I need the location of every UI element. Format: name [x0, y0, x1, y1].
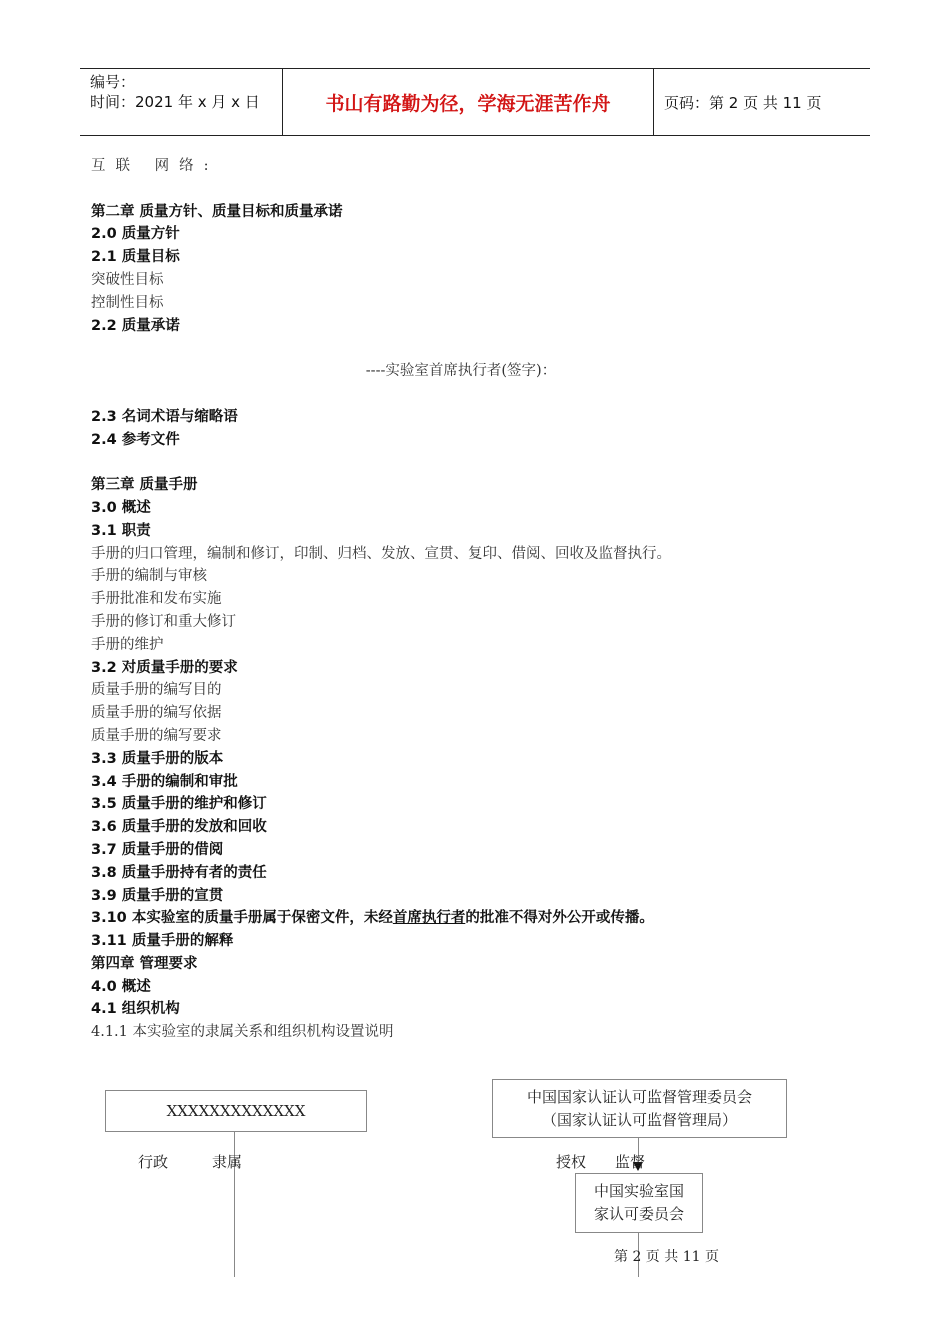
- section-3-10-text-b: 的批准不得对外公开或传播。: [465, 910, 654, 927]
- section-2-3: 2.3 名词术语与缩略语: [91, 408, 238, 425]
- spacer: [91, 337, 871, 360]
- section-4-1-1: 4.1.1 本实验室的隶属关系和组织机构设置说明: [91, 1024, 394, 1041]
- org-cnca-box: [492, 1079, 787, 1138]
- duty-item: 手册的维护: [91, 636, 164, 653]
- chapter-2-heading: 第二章 质量方针、质量目标和质量承诺: [91, 203, 343, 220]
- ceo-signature-line: ----实验室首席执行者(签字)：: [365, 363, 557, 380]
- org-admin-label: 行政: [138, 1153, 169, 1171]
- control-goal: 控制性目标: [91, 294, 164, 311]
- org-cnas-box: [575, 1173, 703, 1233]
- org-cnca-line-1: 中国国家认证认可监督管理委员会: [526, 1087, 752, 1106]
- org-authorize-label: 授权: [556, 1153, 587, 1171]
- section-3-3: 3.3 质量手册的版本: [91, 750, 224, 767]
- requirement-item: 质量手册的编写目的: [91, 682, 222, 699]
- org-lab-box: [105, 1090, 367, 1132]
- org-supervise-label: 监督: [615, 1153, 646, 1171]
- duty-item: 手册的修订和重大修订: [91, 613, 236, 630]
- header-left-cell: [80, 69, 282, 135]
- duty-item: 手册的编制与审核: [91, 568, 207, 585]
- document-date: 时间：2021 年 x 月 x 日: [90, 93, 260, 111]
- section-2-1: 2.1 质量目标: [91, 249, 180, 266]
- internet-label: 互联 网络:: [91, 158, 219, 174]
- section-3-4: 3.4 手册的编制和审批: [91, 773, 238, 790]
- requirement-item: 质量手册的编写要求: [91, 727, 222, 744]
- section-3-11: 3.11 质量手册的解释: [91, 933, 234, 950]
- org-cnas-line-2: 家认可委员会: [593, 1205, 684, 1223]
- section-3-0: 3.0 概述: [91, 499, 151, 516]
- header-page-code: 页码：第 2 页 共 11 页: [664, 93, 822, 112]
- spacer: [91, 451, 871, 474]
- section-2-2: 2.2 质量承诺: [91, 317, 180, 334]
- duty-text: 手册的归口管理，编制和修订，印制、归档、发放、宣贯、复印、借阅、回收及监督执行。: [91, 545, 671, 562]
- header-motto-cell: [282, 69, 654, 135]
- section-3-5: 3.5 质量手册的维护和修订: [91, 796, 267, 813]
- org-cnca-line-2: （国家认证认可监督管理局）: [541, 1110, 737, 1129]
- org-affiliate-label: 隶属: [212, 1153, 243, 1171]
- section-4-1: 4.1 组织机构: [91, 1001, 180, 1018]
- section-3-10-text-a: 3.10 本实验室的质量手册属于保密文件，未经: [91, 910, 393, 927]
- spacer: [91, 178, 871, 201]
- page-footer: 第 2 页 共 11 页: [614, 1249, 719, 1265]
- duty-item: 手册批准和发布实施: [91, 591, 222, 608]
- section-3-6: 3.6 质量手册的发放和回收: [91, 819, 267, 836]
- section-3-7: 3.7 质量手册的借阅: [91, 841, 224, 858]
- header-motto: 书山有路勤为径，学海无涯苦作舟: [325, 92, 611, 115]
- org-lab-box-label: XXXXXXXXXXXXX: [166, 1101, 306, 1120]
- section-4-0: 4.0 概述: [91, 978, 151, 995]
- section-3-1: 3.1 职责: [91, 522, 151, 539]
- breakthrough-goal: 突破性目标: [91, 271, 164, 288]
- section-3-9: 3.9 质量手册的宣贯: [91, 887, 224, 904]
- document-body: [91, 155, 871, 1044]
- org-cnas-line-1: 中国实验室国: [593, 1182, 684, 1200]
- header-page-code-cell: [654, 69, 870, 135]
- section-3-10: [91, 907, 871, 930]
- ceo-underlined: 首席执行者: [392, 910, 466, 927]
- section-3-8: 3.8 质量手册持有者的责任: [91, 864, 267, 881]
- chapter-4-heading: 第四章 管理要求: [91, 955, 198, 972]
- page-header: [80, 68, 870, 136]
- section-3-2: 3.2 对质量手册的要求: [91, 659, 238, 676]
- document-number-label: 编号：: [90, 73, 136, 91]
- section-2-0: 2.0 质量方针: [91, 226, 180, 243]
- requirement-item: 质量手册的编写依据: [91, 705, 222, 722]
- chapter-3-heading: 第三章 质量手册: [91, 477, 198, 494]
- section-2-4: 2.4 参考文件: [91, 431, 180, 448]
- spacer: [91, 383, 871, 406]
